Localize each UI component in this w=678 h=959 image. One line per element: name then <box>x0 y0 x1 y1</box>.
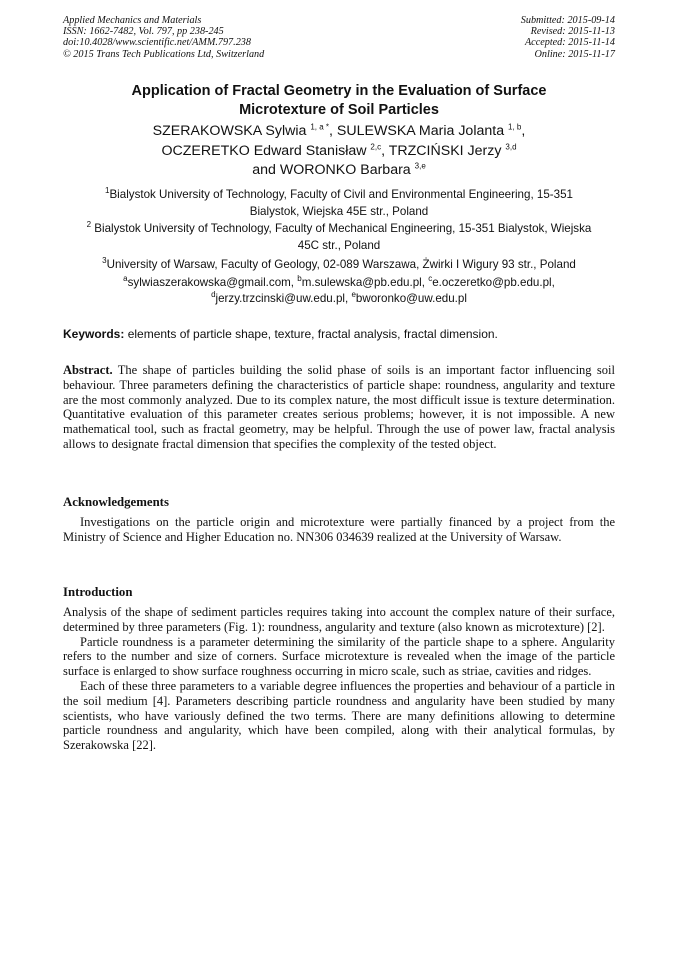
keywords <box>63 327 615 342</box>
journal-issn: ISSN: 1662-7482, Vol. 797, pp 238-245 <box>63 26 224 38</box>
introduction-heading: Introduction <box>63 585 133 599</box>
title-line-1: Application of Fractal Geometry in the Evaluation of Surface <box>131 83 547 99</box>
author-line-1 <box>63 122 615 142</box>
email-c[interactable]: e.oczeretko@pb.edu.pl, <box>432 276 555 289</box>
journal-info <box>63 15 264 60</box>
author-line-3 <box>63 161 615 181</box>
email-line-2 <box>63 291 615 307</box>
journal-doi: doi:10.4028/www.scientific.net/AMM.797.238 <box>63 37 251 49</box>
abstract-text: The shape of particles building the solid phase of soils is an important factor influencing soil behaviour. Three parameters defining the characteristics of particle shape: roundness, angularity and texture are the most commonly analyzed. Due to its complex nature, the most difficult issue is texture determination. Quantitative evaluation of this parameter creates serious problems; however, it is not impossible. A new mathematical tool, such as fractal geometry, may be helpful. Through the use of power law, fractal analysis allows to designate fractal dimension that specifies the complexity of the tested object. <box>63 363 615 451</box>
author-name: SZERAKOWSKA Sylwia <box>152 123 311 139</box>
abstract-label: Abstract. <box>63 363 113 377</box>
author-sup: 1, a * <box>310 122 330 132</box>
author-emails <box>63 275 615 306</box>
title-line-2: Microtexture of Soil Particles <box>239 102 439 118</box>
online-date: Online: 2015-11-17 <box>534 48 615 60</box>
author-name: , TRZCIŃSKI Jerzy <box>381 142 506 159</box>
email-sup: e <box>351 289 356 299</box>
submitted-date: Submitted: 2015-09-14 <box>520 15 615 26</box>
email-e[interactable]: bworonko@uw.edu.pl <box>355 291 467 305</box>
keywords-label: Keywords: <box>63 327 125 341</box>
affiliation-2-line-2: 45C str., Poland <box>297 239 381 252</box>
affiliation-2 <box>63 220 615 254</box>
introduction-body <box>63 605 615 753</box>
author-list <box>63 122 615 181</box>
author-sep: , <box>521 123 526 139</box>
acknowledgements-text: Investigations on the particle origin and microtexture were partially financed by a project from the Ministry of Science and Higher Education no. NN306 034639 realized at the University of Warsaw. <box>63 515 615 544</box>
affiliation-1 <box>63 186 615 220</box>
affiliation-3-line-1 <box>63 256 615 273</box>
author-line-2 <box>63 142 615 162</box>
email-b[interactable]: m.sulewska@pb.edu.pl, <box>301 276 429 289</box>
intro-paragraph-1: Analysis of the shape of sediment particles requires taking into account the complex nature of their surface, determined by three parameters (Fig. 1): roundness, angularity and texture (also known as microtexture) [2]. <box>63 605 615 634</box>
affiliation-text: Bialystok University of Technology, Faculty of Mechanical Engineering, 15-351 Bialystok, Wiejska <box>91 222 592 235</box>
acknowledgements-heading: Acknowledgements <box>63 495 169 509</box>
email-sup: c <box>428 274 433 284</box>
submission-dates <box>521 15 615 60</box>
journal-name: Applied Mechanics and Materials <box>63 15 202 26</box>
author-sup: 3,e <box>414 161 426 171</box>
author-name: and WORONKO Barbara <box>252 162 415 178</box>
affiliation-1-line-1 <box>63 186 615 203</box>
email-d[interactable]: jerzy.trzcinski@uw.edu.pl, <box>215 291 352 305</box>
author-name: OCZERETKO Edward Stanisław <box>161 142 371 159</box>
email-sup: b <box>297 274 302 284</box>
abstract <box>63 363 615 452</box>
email-sup: d <box>211 289 216 299</box>
affiliation-text: Bialystok University of Technology, Faculty of Civil and Environmental Engineering, 15-351 <box>109 188 573 201</box>
intro-paragraph-2: Particle roundness is a parameter determining the similarity of the particle shape to a sphere. Angularity refers to the number and size of corners. Surface microtexture is revealed when the image of the particle surface is enlarged to show surface roughness occurring in micro scale, such as striae, cavities and ridges. <box>63 634 615 679</box>
keywords-text: elements of particle shape, texture, fractal analysis, fractal dimension. <box>124 327 498 341</box>
author-sup: 1, b <box>508 122 522 132</box>
accepted-date: Accepted: 2015-11-14 <box>524 37 615 49</box>
author-sup: 3,d <box>505 141 517 151</box>
email-a[interactable]: sylwiaszerakowska@gmail.com, <box>127 276 298 289</box>
affiliation-1-line-2: Bialystok, Wiejska 45E str., Poland <box>249 205 429 218</box>
author-name: , SULEWSKA Maria Jolanta <box>329 123 509 139</box>
affiliation-sup: 1 <box>104 186 110 196</box>
affiliation-text: University of Warsaw, Faculty of Geology, 02-089 Warszawa, Żwirki I Wigury 93 str., Poland <box>106 258 576 271</box>
affiliation-sup: 2 <box>86 220 92 230</box>
email-sup: a <box>123 274 128 284</box>
author-sup: 2,c <box>370 141 382 151</box>
journal-copyright: © 2015 Trans Tech Publications Ltd, Switzerland <box>63 48 265 60</box>
affiliation-sup: 3 <box>102 256 107 266</box>
affiliation-2-line-1 <box>63 220 615 237</box>
paper-title <box>63 82 615 120</box>
email-line-1 <box>63 275 615 291</box>
revised-date: Revised: 2015-11-13 <box>530 26 615 38</box>
intro-paragraph-3: Each of these three parameters to a variable degree influences the properties and behaviour of a particle in the soil medium [4]. Parameters describing particle roundness and angularity have been studied by many scientists, who have variously defined the two terms. There are many definitions allowing to determine particle roundness and angularity, which have been compiled, along with their analytical formulas, by Szerakowska [22]. <box>63 678 615 753</box>
affiliation-3 <box>63 256 615 273</box>
